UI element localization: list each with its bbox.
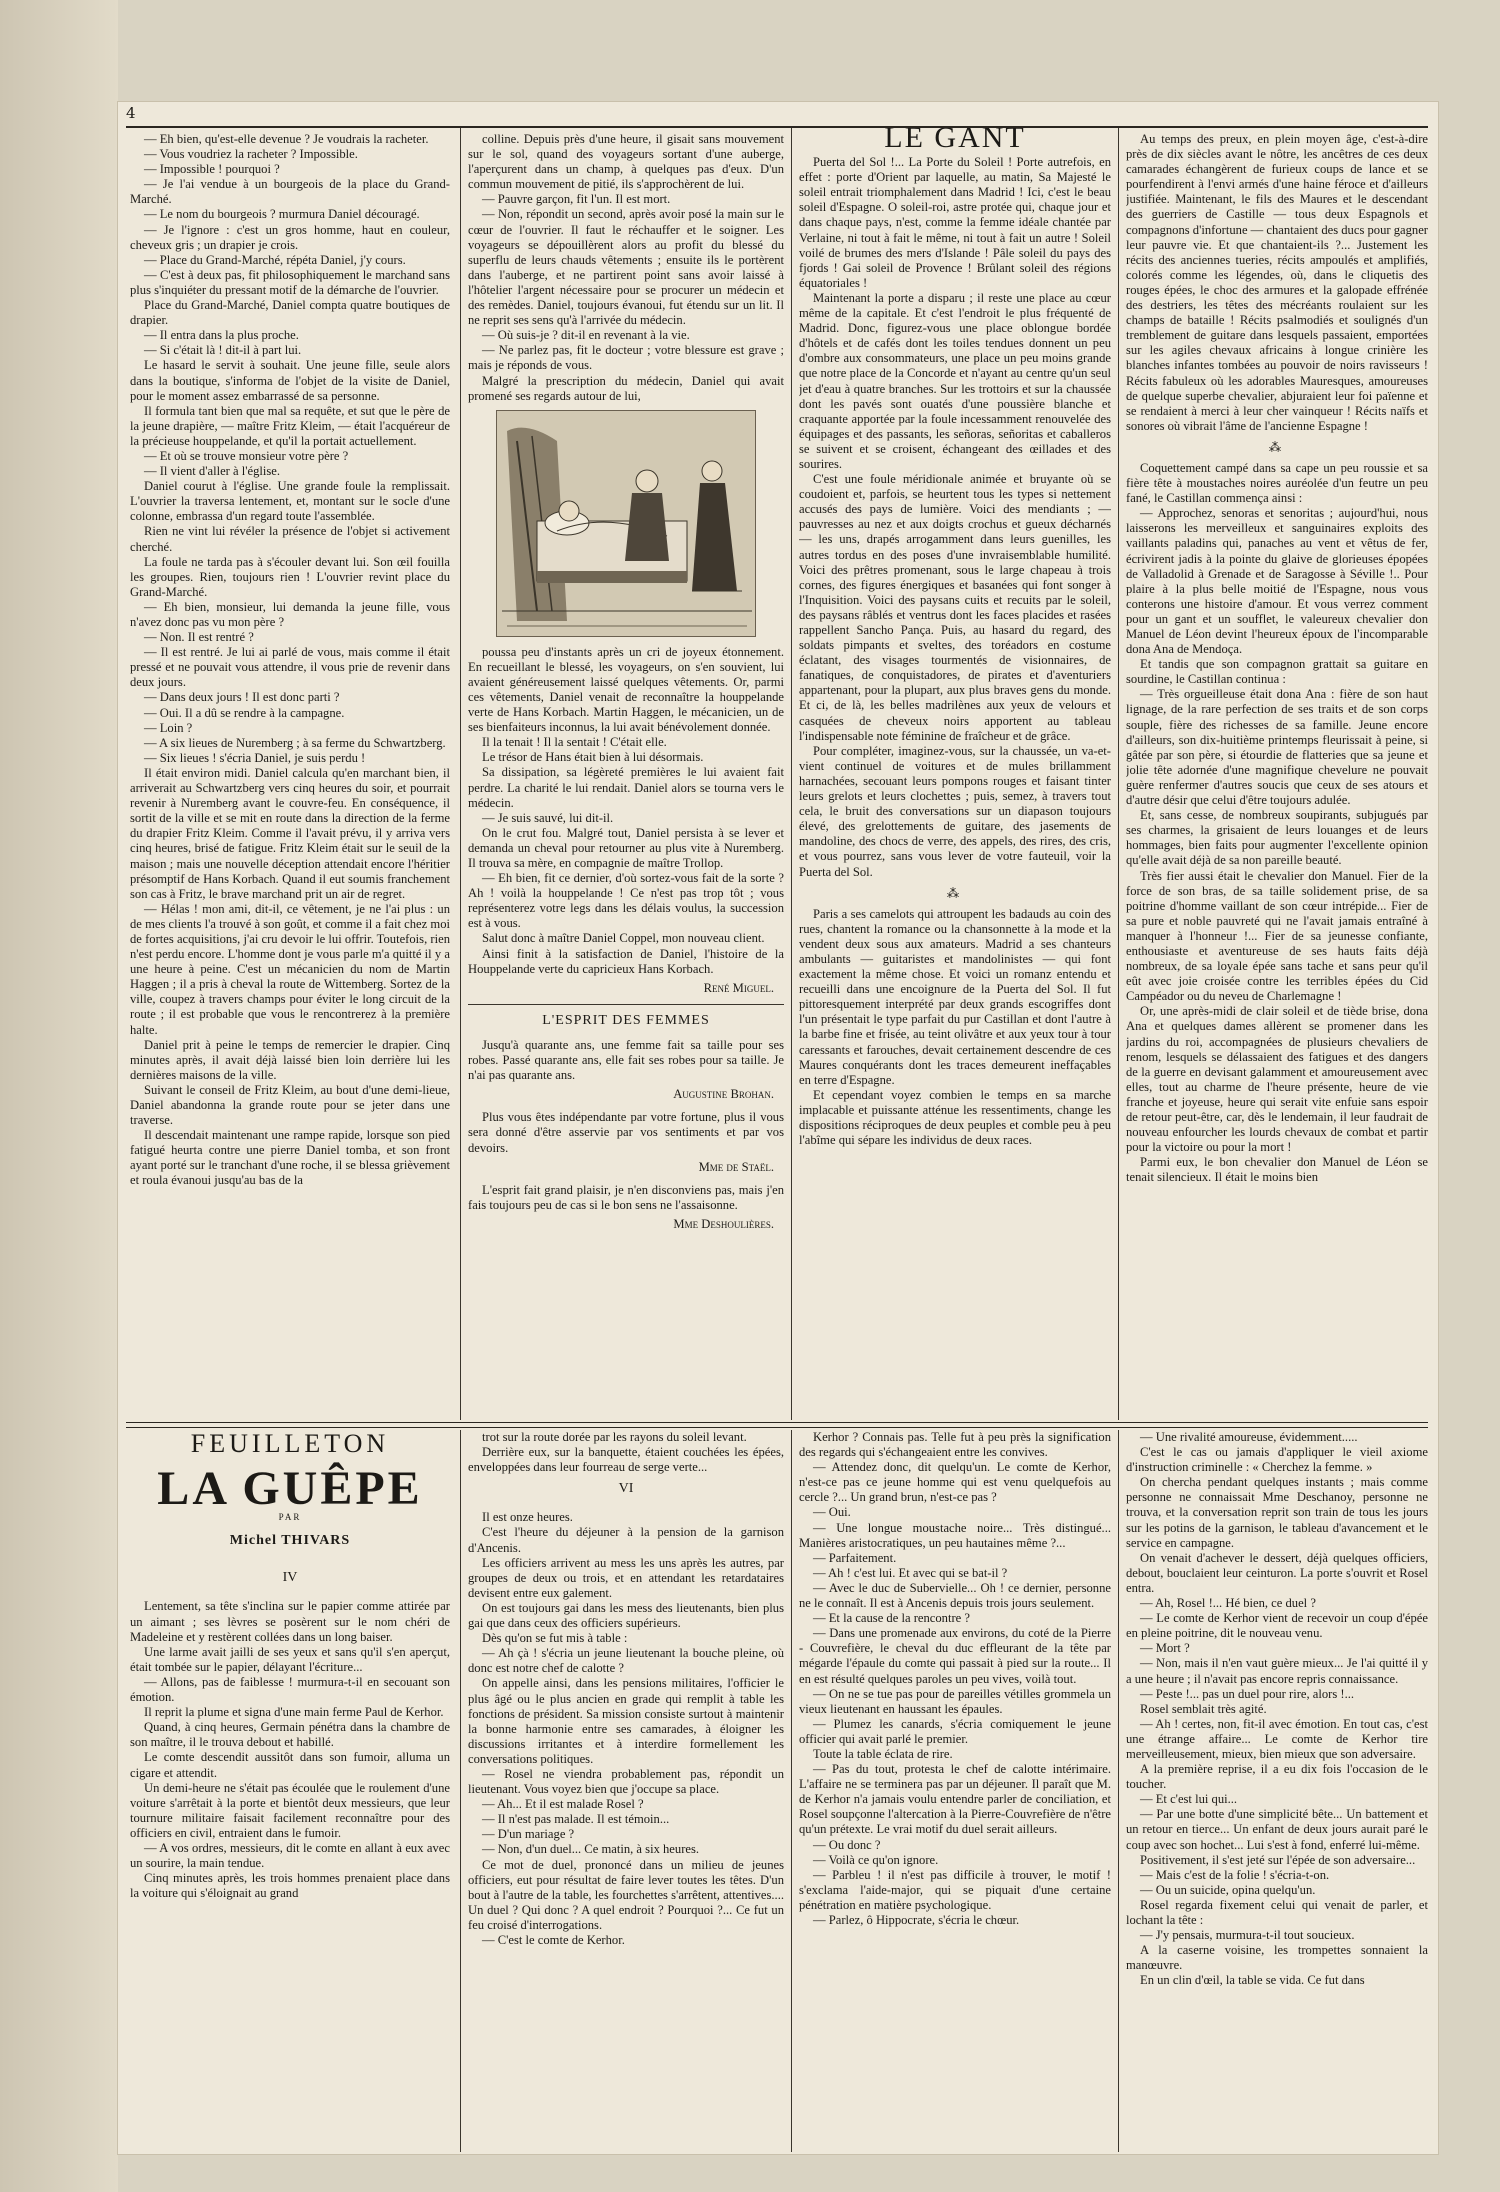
paragraph: — Il entra dans la plus proche. <box>144 328 299 343</box>
paragraph: Maintenant la porte a disparu ; il reste une place au cœur même de la capitale. Et c'est l'endroit le plus fréquenté de Madrid. Donc, figurez-vous une place oblongue bordée d'hôtels et de cafés dont les toiles tendues donnent un peu d'ombre aux consommateurs, une place un peu moins grande que notre place de la Concorde et n'ayant au centre qu'un seul jet d'eau à quatre branches. Sur les trottoirs et sur la chaussée dont les pavés sont ouatés d'une poussière blanche et craquante apportée par la foule incessamment renouvelée des équipages et des passants, les señoras, señoritas et caballeros se suivent et se croisent, échangeant des œillades et des sourires. <box>799 290 1111 471</box>
paragraph: Ainsi finit à la satisfaction de Daniel, l'histoire de la Houppelande verte du capricieux Hans Korbach. <box>468 946 784 976</box>
paragraph: On appelle ainsi, dans les pensions militaires, l'officier le plus âgé ou le plus ancien en grade qui remplit à table les fonctions de président. Sa mission consiste surtout à maintenir la bonne harmonie entre ses camarades, à éloigner les discussions irritantes et à interdire formellement les conversations politiques. <box>468 1676 784 1766</box>
feuilleton-column-4 <box>1126 1430 1428 2148</box>
paragraph: — Non. Il est rentré ? <box>144 630 254 645</box>
paragraph: Un demi-heure ne s'était pas écoulée que le roulement d'une voiture s'arrêtait à la porte et bientôt deux messieurs, que leur tournure militaire faisait facilement reconnaître pour des officiers en civil, entraient dans le fumoir. <box>130 1780 450 1840</box>
paragraph: Cinq minutes après, les trois hommes prenaient place dans la voiture qui s'éloignait au grand <box>130 1871 450 1901</box>
paragraph: La foule ne tarda pas à s'écouler devant lui. Son œil fouilla les groupes. Rien, toujours rien ! L'ouvrier revint place du Grand-Marché. <box>130 554 450 599</box>
paragraph: — Il vient d'aller à l'église. <box>144 464 281 479</box>
paragraph: — Je l'ai vendue à un bourgeois de la place du Grand-Marché. <box>130 177 450 207</box>
quote: Plus vous êtes indépendante par votre fortune, plus il vous sera donné d'être asservie par vos sentiments et par vos devoirs. <box>468 1110 784 1155</box>
paragraph: — Eh bien, qu'est-elle devenue ? Je voudrais la racheter. <box>144 132 429 146</box>
paragraph: — Non, mais il n'en vaut guère mieux... Je l'ai quitté il y a une heure ; il n'avait pas encore repris connaissance. <box>1126 1656 1428 1686</box>
paragraph: — Plumez les canards, s'écria comiquement le jeune officier qui avait parlé le premier. <box>799 1716 1111 1746</box>
column-rule <box>1118 1430 1119 2152</box>
paragraph: — Loin ? <box>144 720 193 735</box>
paragraph: Très fier aussi était le chevalier don Manuel. Fier de la force de son bras, de sa taille solidement prise, de sa poitrine d'homme vaillant de son cœur intrépide... Fier de sa pure et noble pauvreté qui ne l'avait jamais entraîné à manquer à l'honneur !... Fier de sa jeunesse confiante, enthousiaste et aventureuse de ses hauts faits déjà nombreux, de sa loyale épée sans tache et sans peur qu'il eût avec joie croisée contre les terribles épées du Cid Campéador ou du neveu de Charlemagne ! <box>1126 868 1428 1004</box>
quote-author: Mme Deshoulières. <box>673 1216 774 1231</box>
paragraph: Salut donc à maître Daniel Coppel, mon nouveau client. <box>482 931 765 946</box>
paragraph: — Peste !... pas un duel pour rire, alors !... <box>1140 1686 1355 1701</box>
paragraph: — Ou un suicide, opina quelqu'un. <box>1140 1882 1316 1897</box>
column-rule <box>1118 128 1119 1420</box>
quote-author: Augustine Brohan. <box>673 1087 774 1102</box>
paragraph: colline. Depuis près d'une heure, il gisait sans mouvement sur le sol, quand des voyageurs sortant d'une auberge, l'aperçurent dans un champ, à quelques pas d'eux. D'un commun mouvement de pitié, ils s'approchèrent de lui. <box>468 132 784 192</box>
paragraph: — Oui. <box>813 1505 851 1520</box>
paragraph: — Parbleu ! il n'est pas difficile à trouver, le motif ! s'exclama l'aide-major, qui se piquait d'une certaine pénétration en matière psychologique. <box>799 1867 1111 1912</box>
paragraph: — On ne se tue pas pour de pareilles vétilles grommela un vieux lieutenant en haussant les épaules. <box>799 1686 1111 1716</box>
page-number: 4 <box>126 104 136 122</box>
paragraph: — Il est rentré. Je lui ai parlé de vous, mais comme il était pressé et ne pouvait vous attendre, il vous prie de revenir dans deux jours. <box>130 645 450 690</box>
column-rule <box>460 128 461 1420</box>
paragraph: On le crut fou. Malgré tout, Daniel persista à se lever et demanda un cheval pour retourner au plus vite à Nuremberg. Il trouva sa mère, en compagnie de maître Trollop. <box>468 825 784 870</box>
paragraph: Il descendait maintenant une rampe rapide, lorsque son pied fatigué heurta contre une pierre Daniel tomba, et son front ayant porté sur le tranchant d'une roche, il se blessa grièvement et roula évanoui jusqu'au bas de la <box>130 1128 450 1188</box>
paragraph: — Je l'ignore : c'est un gros homme, haut en couleur, cheveux gris ; un drapier je crois. <box>130 222 450 252</box>
paragraph: — Ah, Rosel !... Hé bien, ce duel ? <box>1140 1596 1316 1611</box>
paragraph: — Ne parlez pas, fit le docteur ; votre blessure est grave ; mais je réponds de vous. <box>468 343 784 373</box>
paragraph: — Parlez, ô Hippocrate, s'écria le chœur. <box>813 1913 1020 1927</box>
paragraph: — Où suis-je ? dit-il en revenant à la vie. <box>482 328 690 343</box>
paragraph: — Ah ! certes, non, fit-il avec émotion. En tout cas, c'est une étrange affaire... Le comte de Kerhor tire merveilleusement, mieux, bien mieux que son adversaire. <box>1126 1716 1428 1761</box>
feuilleton-title: LA GUÊPE <box>157 1462 423 1516</box>
feuilleton-column-2 <box>468 1430 784 2148</box>
paragraph: — Mais c'est de la folie ! s'écria-t-on. <box>1140 1867 1330 1882</box>
paragraph: — Le nom du bourgeois ? murmura Daniel découragé. <box>144 207 420 222</box>
paragraph: — Et c'est lui qui... <box>1140 1792 1238 1807</box>
paragraph: Au temps des preux, en plein moyen âge, c'est-à-dire près de dix siècles avant le nôtre, les ancêtres de ces deux camarades échangèrent de furieux coups de lance et se pourfendirent à l'envi armés d'une haine féroce et d'ailleurs justifiée. Maintenant, le fils des Maures et le descendant des guerriers de Castille — tous deux Espagnols et compagnons d'infortune — chantaient des ducs pour gagner leur pauvre vie. Et que chantaient-ils ?... Justement les récits des anciennes tueries, récits ampoulés et amplifiés, colorés comme les légendes, où, dans le cliquetis des rouges épées, le choc des armures et la galopade effrénée des destriers, les têtes des mécréants roulaient sur les champs de bataille ! Récits psalmodiés et soulignés d'un tremblement de guitare dans lesquels passaient, emportées sur les agiles chevaux africains à longue crinière les blanches infantes tombées au pouvoir de noirs ravisseurs ! Récits fabuleux où les adorables Mauresques, amoureuses de quelque superbe chevalier, abjuraient leur foi païenne et se rendaient à merci à leur cher vainqueur ! Récits naïfs et sonores où vibrait l'âme de l'ancienne Espagne ! <box>1126 132 1428 433</box>
paragraph: On venait d'achever le dessert, déjà quelques officiers, debout, bouclaient leur ceinturon. La porte s'ouvrit et Rosel entra. <box>1126 1550 1428 1595</box>
paragraph: A la caserne voisine, les trompettes sonnaient la manœuvre. <box>1126 1943 1428 1973</box>
paragraph: Et cependant voyez combien le temps en sa marche implacable et puissante atténue les ressentiments, change les dispositions réciproques de deux peuples et comble peu à peu l'abîme qui sépare les individus de deux races. <box>799 1087 1111 1148</box>
paragraph: Il était environ midi. Daniel calcula qu'en marchant bien, il arriverait au Schwartzberg vers cinq heures du soir, et pourrait revenir à Nuremberg avant le couvre-feu. En conséquence, il sortit de la ville et se mit en route dans la direction de la ferme du drapier Fritz Kleim. Comme il l'avait prévu, il y arriva vers cinq heures, brisé de fatigue. Fritz Kleim était sur le seuil de la maison ; mais une nouvelle déception attendait encore l'héritier présomptif de Hans Korbach. Quand il eut soumis franchement son cas à Fritz, le brave marchand prit un air de regret. <box>130 765 450 901</box>
paragraph: Parmi eux, le bon chevalier don Manuel de Léon se tenait silencieux. Il était le moins bien <box>1126 1155 1428 1185</box>
paragraph: Or, une après-midi de clair soleil et de tiède brise, dona Ana et quelques dames allèrent se promener dans les jardins du roi, accompagnées de plusieurs chevaliers de renom, lesquels se délassaient des fatigues et des dangers de la guerre en devisant galamment et amoureusement avec elles, tout au charme de l'heure présente, heure de vie franche et joyeuse, heure qui serait vite enfuie sans espoir de retour peut-être, car, dès le lendemain, il leur faudrait de nouveau enfourcher les lourds chevaux de combat et partir pour la victoire ou pour la mort ! <box>1126 1004 1428 1155</box>
paragraph: — Pas du tout, protesta le chef de calotte intérimaire. L'affaire ne se terminera pas par un déjeuner. Il paraît que M. de Kerhor n'a jamais voulu entendre parler de conciliation, et Rosel soupçonne l'altercation à la Pierre-Couvrefière de n'être qu'un prétexte. Le vrai motif du duel serait ailleurs. <box>799 1762 1111 1837</box>
paragraph: — Une rivalité amoureuse, évidemment..... <box>1140 1430 1358 1444</box>
story-column-1 <box>130 132 450 1418</box>
paragraph: Positivement, il s'est jeté sur l'épée de son adversaire... <box>1140 1852 1416 1867</box>
paragraph: — Voilà ce qu'on ignore. <box>813 1852 939 1867</box>
paragraph: — Six lieues ! s'écria Daniel, je suis perdu ! <box>144 750 366 765</box>
paragraph: — Parfaitement. <box>813 1550 897 1565</box>
paragraph: C'est une foule méridionale animée et bruyante où se coudoient et, parfois, se heurtent tous les types si nettement accusés des pays de lumière. Voici des mendiants ; — pauvresses au nez et aux doigts crochus et gueux décharnés — les uns, drapés arrogamment dans leurs guenilles, les autres tordus en des poses d'une invraisemblable humilité. Voici des prêtres promenant, sous le large chapeau à trois cornes, des figures énergiques et basanées qui font songer à l'Inquisition. Voici des paysans cuits et recuits par le soleil, des paysans râblés et ventrus dont les faces placides et rasées rappellent Sancho Pança. Puis, au hasard du regard, des soldats pimpants et sveltes, des toréadors en costume éclatant, des visages tourmentés de visionnaires, de fanatiques, de conquistadores, de pirates et d'aventuriers appartenant, pour la plupart, aux plus braves gens du monde. Et ci, de là, les belles madrilènes aux yeux de velours et casquées de cheveux noirs apportent au tableau l'indispensable note féminine de fraîcheur et de grâce. <box>799 472 1111 743</box>
paragraph: Rosel semblait très agité. <box>1140 1701 1267 1716</box>
paragraph: Pour compléter, imaginez-vous, sur la chaussée, un va-et-vient continuel de voitures et de mules brillamment harnachées, secouant leurs pompons rouges et faisant tinter leurs grelots et leurs clochettes ; puis, semez, à travers tout cela, le bruit des conversations sur un diapason toujours élevé, des grelottements de guitare, des jasements de mandoline, des chocs de verre, des appels, des rires, des cris, et vous pourrez, sans vous lever de votre fauteuil, voir la Puerta del Sol. <box>799 743 1111 879</box>
paragraph: Daniel prit à peine le temps de remercier le drapier. Cinq minutes après, il avait déjà laissé bien loin derrière lui les dernières maisons de la ville. <box>130 1037 450 1082</box>
paragraph: Kerhor ? Connais pas. Telle fut à peu près la signification des regards qui s'échangeaient entre les convives. <box>799 1430 1111 1460</box>
paragraph: Derrière eux, sur la banquette, étaient couchées les épées, enveloppées dans leur fourreau de serge verte... <box>468 1445 784 1475</box>
paragraph: — Une longue moustache noire... Très distingué... Manières aristocratiques, un peu hautaines même ?... <box>799 1520 1111 1550</box>
top-rule <box>126 126 1428 128</box>
feuilleton-column-3 <box>799 1430 1111 2148</box>
paragraph: — Hélas ! mon ami, dit-il, ce vêtement, je ne l'ai plus : un de mes clients l'a trouvé à son goût, et comme il a fait chez moi de fortes acquisitions, j'ai cru devoir le lui offrir. Toutefois, rien n'est perdu encore. L'homme dont je vous parle m'a quitté il y a une heure à peine. C'est un mécanicien du nom de Martin Haggen ; il a pris à cheval la route de Wittemberg. Sortez de la ville, coupez à travers champs pour éviter le long circuit de la route ; il est probable que vous le rencontrerez à la première halte. <box>130 901 450 1037</box>
paragraph: Il formula tant bien que mal sa requête, et sut que le père de la jeune drapière, — maître Fritz Kleim, — était l'acquéreur de la précieuse houppelande, et qu'il la portait actuellement. <box>130 403 450 448</box>
paragraph: Sa dissipation, sa légèreté premières le lui avaient fait perdre. La charité le lui rendait. Daniel alors se tourna vers le médecin. <box>468 765 784 810</box>
paragraph: — C'est à deux pas, fit philosophiquement le marchand sans plus s'inquiéter du pressant motif de la démarche de l'ouvrier. <box>130 267 450 297</box>
feuilleton-label: FEUILLETON <box>190 1430 390 1458</box>
chapter-number: VI <box>618 1481 634 1497</box>
paragraph: — Très orgueilleuse était dona Ana : fière de son haut lignage, de la rare perfection de ses traits et de son corps souple, fière des richesses de sa famille. Jeune encore d'ailleurs, son dix-huitième printemps fleurissait à peine, si gâtée par son père, si étourdie de flatteries que sa jeune et jolie tête adornée d'une magnifique chevelure ne pouvait guère renfermer d'autres soucis que ceux de ses atours et d'autre désir que celui d'être toujours adulée. <box>1126 687 1428 808</box>
paragraph: Malgré la prescription du médecin, Daniel qui avait promené ses regards autour de lui, <box>468 373 784 403</box>
paragraph: Et, sans cesse, de nombreux soupirants, subjugués par ses charmes, la grisaient de leurs louanges et de leurs hommages, bien faits pour augmenter l'excellente opinion qu'elle avait déjà de sa non pareille beauté. <box>1126 808 1428 868</box>
esprit-title: L'ESPRIT DES FEMMES <box>542 1012 710 1028</box>
paragraph: — Non, répondit un second, après avoir posé la main sur le cœur de l'ouvrier. Il faut le réchauffer et le soigner. Les voyageurs se dépouillèrent alors au profit du blessé du superflu de leurs chauds vêtements ; ensuite ils le portèrent dans l'auberge, et ne partirent point sans avoir laissé à l'hôtelier l'argent nécessaire pour se procurer un médecin et des remèdes. Daniel, toujours évanoui, fut étendu sur un lit. Il ne reprit ses sens qu'à l'arrivée du médecin. <box>468 207 784 328</box>
paragraph: Il la tenait ! Il la sentait ! C'était elle. <box>482 735 667 750</box>
gant-title: LE GANT <box>884 128 1026 154</box>
paragraph: — Il n'est pas malade. Il est témoin... <box>482 1812 670 1827</box>
paragraph: — J'y pensais, murmura-t-il tout soucieux. <box>1140 1928 1355 1943</box>
paragraph: — Oui. Il a dû se rendre à la campagne. <box>144 705 345 720</box>
paragraph: Quand, à cinq heures, Germain pénétra dans la chambre de son maître, il le trouva debout et habillé. <box>130 1720 450 1750</box>
section-separator: ⁂ <box>1268 439 1286 454</box>
paragraph: — Mort ? <box>1140 1641 1190 1656</box>
paragraph: — Je suis sauvé, lui dit-il. <box>482 810 614 825</box>
quote: L'esprit fait grand plaisir, je n'en disconviens pas, mais j'en fais toujours peu de cas si le bon sens ne l'assaisonne. <box>468 1182 784 1212</box>
section-separator: ⁂ <box>946 885 964 900</box>
paragraph: Le trésor de Hans était bien à lui désormais. <box>482 750 704 765</box>
paragraph: — D'un mariage ? <box>482 1827 575 1842</box>
paragraph: — A six lieues de Nuremberg ; à sa ferme du Schwartzberg. <box>144 735 446 750</box>
paragraph: Puerta del Sol !... La Porte du Soleil ! Porte autrefois, en effet : porte d'Orient par laquelle, au matin, Sa Majesté le soleil entrait triomphalement dans Madrid ! Ici, c'est le beau soleil d'Espagne. O soleil-roi, astre protée qui, chaque jour et dans chaque pays, n'est, comme la femme idéale chantée par Verlaine, ni tout à fait le même, ni tout à fait un autre ! Soleil voilé de brumes des mers d'Islande ! Pâle soleil du pays des fjords ! Gai soleil de Provence ! Brûlant soleil des régions équatoriales ! <box>799 155 1111 290</box>
paragraph: — Vous voudriez la racheter ? Impossible. <box>144 147 358 162</box>
paragraph: Coquettement campé dans sa cape un peu roussie et sa fière tête à moustaches noires auréolée d'un feutre un peu fané, le Castillan commença ainsi : <box>1126 460 1428 506</box>
paragraph: — Avec le duc de Subervielle... Oh ! ce dernier, personne ne le connaît. Il est à Ancenis depuis trois jours seulement. <box>799 1580 1111 1611</box>
paragraph: Une larme avait jailli de ses yeux et sans qu'il s'en aperçut, était tombée sur le papier, délayant l'écriture... <box>130 1644 450 1674</box>
quote-author: Mme de Staël. <box>698 1159 774 1174</box>
paragraph: C'est le cas ou jamais d'appliquer le vieil axiome d'instruction criminelle : « Cherchez la femme. » <box>1126 1445 1428 1475</box>
gant-column-2 <box>1126 132 1428 1418</box>
paragraph: — Non, d'un duel... Ce matin, à six heures. <box>482 1842 700 1857</box>
paragraph: — Ah ! c'est lui. Et avec qui se bat-il ? <box>813 1565 1008 1580</box>
paragraph: — Ou donc ? <box>813 1837 881 1852</box>
paragraph: — Ah... Et il est malade Rosel ? <box>482 1797 644 1812</box>
paragraph: — Approchez, senoras et senoritas ; aujourd'hui, nous laisserons les merveilleux et sanguinaires exploits des vaillants paladins qui, panaches au vent et vêtus de fer, écrivirent jadis à la pointe du glaive de glorieuses épopées de Valladolid à Grenade et de Saragosse à Séville !.. Pour plaire à la plus belle moitié de l'Espagne, nous vous conterons une histoire d'amour. Et vous verrez comment pour un gant et un soufflet, le valeureux chevalier don Manuel de Léon devint l'heureux époux de l'incomparable dona Ana de Mendoça. <box>1126 506 1428 657</box>
column-rule <box>460 1430 461 2152</box>
paragraph: — Si c'était là ! dit-il à part lui. <box>144 343 302 358</box>
paragraph: Daniel courut à l'église. Une grande foule la remplissait. L'ouvrier la traversa lentement, et, montant sur le socle d'une colonne, embrassa d'un regard toute l'assemblée. <box>130 479 450 524</box>
paragraph: Rien ne vint lui révéler la présence de l'objet si activement cherché. <box>130 524 450 554</box>
paragraph: poussa peu d'instants après un cri de joyeux étonnement. En recueillant le blessé, les voyageurs, on s'en souvient, lui avaient généreusement laissé quelques vêtements. Or, parmi ces vêtements, Daniel venait de reconnaître la houppelande verte de Hans Korbach. Martin Haggen, le mécanicien, un de ses bienfaiteurs inconnus, la lui avait bénévolement donnée. <box>468 644 784 735</box>
paragraph: Il reprit la plume et signa d'une main ferme Paul de Kerhor. <box>144 1705 444 1720</box>
paragraph: Paris a ses camelots qui attroupent les badauds au coin des rues, chantent la romance ou la chansonnette à la mode et la vendent deux sous aux amateurs. Madrid a ses chanteurs ambulants — guitaristes et mandolinistes — qui font exactement la même chose. Et voici un romanz entendu et recueilli dans une encoignure de la Puerta del Sol. Il fut pittoresquement interprété par deux grands escogriffes dont l'un présentait le type parfait du pur Castillan et dont l'autre à la barbe fine et frisée, au teint olivâtre et aux yeux tour à tour caressants et farouches, devait certainement descendre de ces Maures conquérants dont les traces demeurent ineffaçables en terre d'Espagne. <box>799 906 1111 1087</box>
sickbed-illustration <box>496 410 756 637</box>
feuilleton-column-1 <box>130 1430 450 2148</box>
paragraph: — Dans deux jours ! Il est donc parti ? <box>144 690 340 705</box>
paragraph: — Le comte de Kerhor vient de recevoir un coup d'épée en pleine poitrine, dit le nouveau venu. <box>1126 1611 1428 1641</box>
feuilleton-par: PAR <box>278 1512 302 1523</box>
paragraph: Lentement, sa tête s'inclina sur le papier comme attirée par un aimant ; ses lèvres se posèrent sur le nom chéri de Madeleine et y restèrent collées dans un long baiser. <box>130 1599 450 1644</box>
paragraph: Suivant le conseil de Fritz Kleim, au bout d'une demi-lieue, Daniel abandonna la grande route pour se jeter dans une traverse. <box>130 1082 450 1128</box>
paragraph: — A vos ordres, messieurs, dit le comte en allant à eux avec un sourire, la main tendue. <box>130 1840 450 1871</box>
paragraph: — Eh bien, fit ce dernier, d'où sortez-vous fait de la sorte ? Ah ! voilà la houppelande ! Ce n'est pas trop tôt ; vous représenterez votre legs dans les délais voulus, la succession est à vous. <box>468 871 784 931</box>
paragraph: On chercha pendant quelques instants ; mais comme personne ne connaissait Mme Deschanoy, personne ne trouva, et la conversation reprit son train de tous les jours sur les potins de la garnison, le tableau d'avancement et le service en campagne. <box>1126 1475 1428 1550</box>
paragraph: Les officiers arrivent au mess les uns après les autres, par groupes de deux ou trois, et en attendant les retardataires devisent entre eux galement. <box>468 1555 784 1600</box>
feuilleton-author: Michel THIVARS <box>229 1533 351 1549</box>
paragraph: — Dans une promenade aux environs, du coté de la Pierre - Couvrefière, le cheval du duc effleurant de la tête par mégarde l'épaule du comte qui passait à pied sur la route... Il en est résulté quelques paroles un peu vives, voilà tout. <box>799 1626 1111 1686</box>
paragraph: — Et la cause de la rencontre ? <box>813 1611 970 1626</box>
paragraph: — Ah çà ! s'écria un jeune lieutenant la bouche pleine, où donc est notre chef de calotte ? <box>468 1646 784 1676</box>
paragraph: Toute la table éclata de rire. <box>813 1746 953 1761</box>
paragraph: — Attendez donc, dit quelqu'un. Le comte de Kerhor, n'est-ce pas ce jeune homme qui est venu quelquefois au cercle ?... Un grand brun, n'est-ce pas ? <box>799 1460 1111 1505</box>
paragraph: — Rosel ne viendra probablement pas, répondit un lieutenant. Vous voyez bien que j'occupe sa place. <box>468 1766 784 1797</box>
paragraph: trot sur la route dorée par les rayons du soleil levant. <box>482 1430 747 1444</box>
paragraph: A la première reprise, il a eu dix fois l'occasion de le toucher. <box>1126 1762 1428 1792</box>
quote: Jusqu'à quarante ans, une femme fait sa taille pour ses robes. Passé quarante ans, elle fait ses robes pour sa taille. Je n'ai pas quarante ans. <box>468 1037 784 1083</box>
paragraph: — Allons, pas de faiblesse ! murmura-t-il en secouant son émotion. <box>130 1674 450 1705</box>
column-rule <box>791 128 792 1420</box>
paragraph: Le hasard le servit à souhait. Une jeune fille, seule alors dans la boutique, s'informa de l'objet de la visite de Daniel, pour le moment assez embarrassé de sa personne. <box>130 358 450 403</box>
paragraph: — Eh bien, monsieur, lui demanda la jeune fille, vous n'avez donc pas vu mon père ? <box>130 599 450 629</box>
chapter-number: IV <box>282 1570 298 1586</box>
paragraph: Ce mot de duel, prononcé dans un milieu de jeunes officiers, eut pour résultat de faire lever toutes les têtes. D'un bout à l'autre de la table, les fourchettes s'arrêtent, attentives.... Un duel ? Qui donc ? A quel endroit ? Pourquoi ?... Ce fut un feu croisé d'interrogations. <box>468 1857 784 1932</box>
paragraph: — Et où se trouve monsieur votre père ? <box>144 448 349 463</box>
paragraph: — Impossible ! pourquoi ? <box>144 162 280 177</box>
paragraph: Et tandis que son compagnon grattait sa guitare en sourdine, le Castillan continua : <box>1126 657 1428 687</box>
paragraph: Rosel regarda fixement celui qui venait de parler, et lochant la tête : <box>1126 1897 1428 1927</box>
story-column-2 <box>468 132 784 1418</box>
column-rule <box>791 1430 792 2152</box>
feuilleton-divider <box>126 1422 1428 1428</box>
paragraph: On est toujours gai dans les mess des lieutenants, bien plus gai que dans ceux des officiers supérieurs. <box>468 1600 784 1631</box>
story-signature: René Miguel. <box>703 980 774 995</box>
page-fold-shadow <box>0 0 118 2192</box>
paragraph: — Pauvre garçon, fit l'un. Il est mort. <box>482 192 671 207</box>
paragraph: — Par une botte d'une simplicité bête... Un battement et un retour en tierce... Un enfant de deux jours aurait paré le coup avec son hochet... Lui s'est à fond, enferré lui-même. <box>1126 1807 1428 1852</box>
paragraph: Place du Grand-Marché, Daniel compta quatre boutiques de drapier. <box>130 298 450 328</box>
paragraph: Le comte descendit aussitôt dans son fumoir, alluma un cigare et attendit. <box>130 1750 450 1780</box>
paragraph: Il est onze heures. <box>482 1510 573 1525</box>
paragraph: En un clin d'œil, la table se vida. Ce fut dans <box>1140 1973 1365 1988</box>
paragraph: Dès qu'on se fut mis à table : <box>482 1631 628 1646</box>
paragraph: C'est l'heure du déjeuner à la pension de la garnison d'Ancenis. <box>468 1525 784 1555</box>
paragraph: — Place du Grand-Marché, répéta Daniel, j'y cours. <box>144 252 406 267</box>
paragraph: — C'est le comte de Kerhor. <box>482 1933 625 1947</box>
gant-column-1 <box>799 128 1111 1418</box>
